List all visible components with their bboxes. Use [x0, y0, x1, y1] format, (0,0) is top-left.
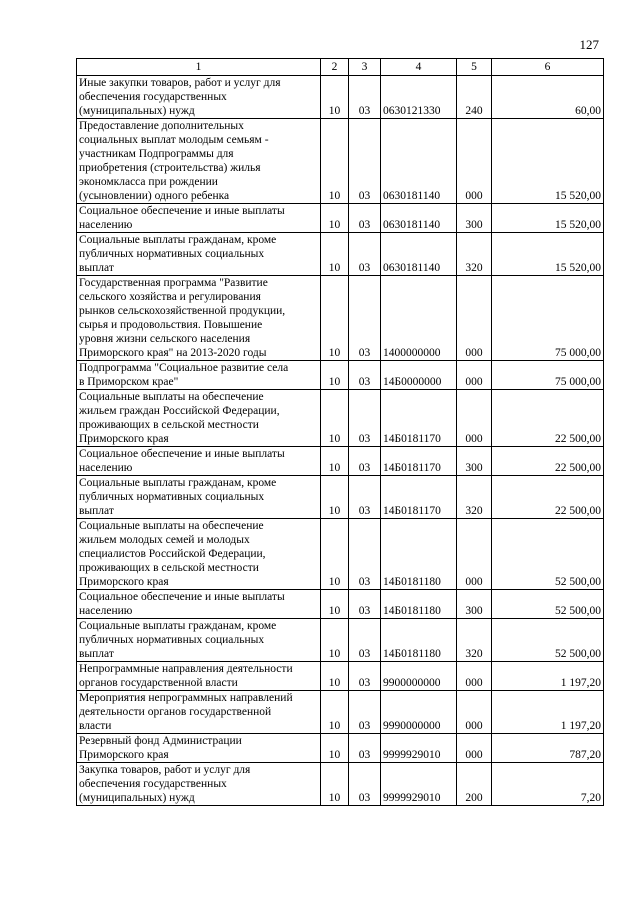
row-description: Социальное обеспечение и иные выплаты населению [77, 590, 321, 619]
row-section: 10 [321, 390, 349, 447]
row-subsection: 03 [349, 590, 381, 619]
row-expense-type: 300 [457, 204, 492, 233]
row-target-code: 0630181140 [381, 233, 457, 276]
row-description: Иные закупки товаров, работ и услуг для обеспечения государственных (муниципальных) нужд [77, 76, 321, 119]
table-row [77, 361, 604, 390]
row-expense-type: 240 [457, 76, 492, 119]
row-expense-type: 000 [457, 390, 492, 447]
row-expense-type: 000 [457, 519, 492, 590]
row-subsection: 03 [349, 619, 381, 662]
row-section: 10 [321, 204, 349, 233]
row-description: Социальные выплаты на обеспечение жильем молодых семей и молодых специалистов Российской Федерации, проживающих в сельской местности Приморского края [77, 519, 321, 590]
table-row [77, 763, 604, 806]
row-subsection: 03 [349, 76, 381, 119]
row-expense-type: 000 [457, 361, 492, 390]
row-section: 10 [321, 361, 349, 390]
row-amount: 22 500,00 [492, 476, 604, 519]
row-amount: 75 000,00 [492, 276, 604, 361]
row-description: Социальное обеспечение и иные выплаты населению [77, 447, 321, 476]
table-row [77, 276, 604, 361]
row-expense-type: 200 [457, 763, 492, 806]
row-amount: 60,00 [492, 76, 604, 119]
row-amount: 1 197,20 [492, 691, 604, 734]
row-subsection: 03 [349, 519, 381, 590]
row-subsection: 03 [349, 233, 381, 276]
row-amount: 15 520,00 [492, 233, 604, 276]
header-col-5: 5 [457, 59, 492, 76]
row-expense-type: 000 [457, 734, 492, 763]
row-description: Социальные выплаты на обеспечение жильем граждан Российской Федерации, проживающих в сельской местности Приморского края [77, 390, 321, 447]
row-expense-type: 320 [457, 619, 492, 662]
row-subsection: 03 [349, 276, 381, 361]
row-expense-type: 000 [457, 662, 492, 691]
row-amount: 22 500,00 [492, 447, 604, 476]
row-subsection: 03 [349, 361, 381, 390]
table-row [77, 76, 604, 119]
row-amount: 1 197,20 [492, 662, 604, 691]
row-description: Социальное обеспечение и иные выплаты населению [77, 204, 321, 233]
row-target-code: 14Б0181170 [381, 476, 457, 519]
table-row [77, 447, 604, 476]
row-expense-type: 000 [457, 691, 492, 734]
row-expense-type: 320 [457, 476, 492, 519]
row-description: Закупка товаров, работ и услуг для обеспечения государственных (муниципальных) нужд [77, 763, 321, 806]
row-amount: 75 000,00 [492, 361, 604, 390]
row-target-code: 14Б0181170 [381, 447, 457, 476]
row-target-code: 1400000000 [381, 276, 457, 361]
row-section: 10 [321, 276, 349, 361]
row-amount: 52 500,00 [492, 519, 604, 590]
row-target-code: 0630181140 [381, 119, 457, 204]
row-amount: 787,20 [492, 734, 604, 763]
table-body [77, 76, 604, 806]
row-section: 10 [321, 119, 349, 204]
row-target-code: 9999929010 [381, 734, 457, 763]
table-row [77, 390, 604, 447]
table-row [77, 734, 604, 763]
row-target-code: 9999929010 [381, 763, 457, 806]
row-expense-type: 000 [457, 276, 492, 361]
row-amount: 7,20 [492, 763, 604, 806]
header-col-3: 3 [349, 59, 381, 76]
row-description: Социальные выплаты гражданам, кроме публичных нормативных социальных выплат [77, 619, 321, 662]
header-col-4: 4 [381, 59, 457, 76]
row-target-code: 0630121330 [381, 76, 457, 119]
row-subsection: 03 [349, 691, 381, 734]
row-subsection: 03 [349, 119, 381, 204]
row-target-code: 14Б0181180 [381, 619, 457, 662]
row-subsection: 03 [349, 662, 381, 691]
row-target-code: 14Б0000000 [381, 361, 457, 390]
row-section: 10 [321, 734, 349, 763]
table-row [77, 519, 604, 590]
row-amount: 52 500,00 [492, 619, 604, 662]
row-expense-type: 300 [457, 590, 492, 619]
header-col-6: 6 [492, 59, 604, 76]
table-row [77, 476, 604, 519]
row-target-code: 9900000000 [381, 662, 457, 691]
table-row [77, 691, 604, 734]
row-description: Социальные выплаты гражданам, кроме публичных нормативных социальных выплат [77, 233, 321, 276]
row-subsection: 03 [349, 476, 381, 519]
row-amount: 15 520,00 [492, 119, 604, 204]
row-section: 10 [321, 763, 349, 806]
row-description: Мероприятия непрограммных направлений деятельности органов государственной власти [77, 691, 321, 734]
row-amount: 22 500,00 [492, 390, 604, 447]
row-section: 10 [321, 590, 349, 619]
row-amount: 52 500,00 [492, 590, 604, 619]
row-description: Непрограммные направления деятельности органов государственной власти [77, 662, 321, 691]
row-target-code: 14Б0181170 [381, 390, 457, 447]
table-row [77, 204, 604, 233]
row-section: 10 [321, 233, 349, 276]
page-number: 127 [579, 37, 599, 52]
row-section: 10 [321, 662, 349, 691]
row-description: Государственная программа "Развитие сельского хозяйства и регулирования рынков сельскохозяйственной продукции, сырья и продовольствия. Повышение уровня жизни сельского населения Приморского края" на 2013-2020 годы [77, 276, 321, 361]
row-section: 10 [321, 691, 349, 734]
row-subsection: 03 [349, 763, 381, 806]
row-description: Резервный фонд Администрации Приморского края [77, 734, 321, 763]
row-subsection: 03 [349, 390, 381, 447]
budget-table [76, 58, 604, 806]
row-subsection: 03 [349, 204, 381, 233]
row-section: 10 [321, 447, 349, 476]
table-row [77, 119, 604, 204]
row-section: 10 [321, 76, 349, 119]
table-row [77, 662, 604, 691]
table-row [77, 590, 604, 619]
header-row [77, 59, 604, 76]
row-expense-type: 320 [457, 233, 492, 276]
row-target-code: 14Б0181180 [381, 519, 457, 590]
row-section: 10 [321, 519, 349, 590]
row-expense-type: 300 [457, 447, 492, 476]
row-target-code: 14Б0181180 [381, 590, 457, 619]
row-description: Подпрограмма "Социальное развитие села в Приморском крае" [77, 361, 321, 390]
table-row [77, 619, 604, 662]
row-expense-type: 000 [457, 119, 492, 204]
table-row [77, 233, 604, 276]
row-description: Социальные выплаты гражданам, кроме публичных нормативных социальных выплат [77, 476, 321, 519]
row-amount: 15 520,00 [492, 204, 604, 233]
header-col-1: 1 [77, 59, 321, 76]
row-subsection: 03 [349, 734, 381, 763]
row-target-code: 9990000000 [381, 691, 457, 734]
row-target-code: 0630181140 [381, 204, 457, 233]
row-section: 10 [321, 619, 349, 662]
row-description: Предоставление дополнительных социальных выплат молодым семьям - участникам Подпрограммы для приобретения (строительства) жилья экономкласса при рождении (усыновлении) одного ребенка [77, 119, 321, 204]
row-subsection: 03 [349, 447, 381, 476]
header-col-2: 2 [321, 59, 349, 76]
row-section: 10 [321, 476, 349, 519]
